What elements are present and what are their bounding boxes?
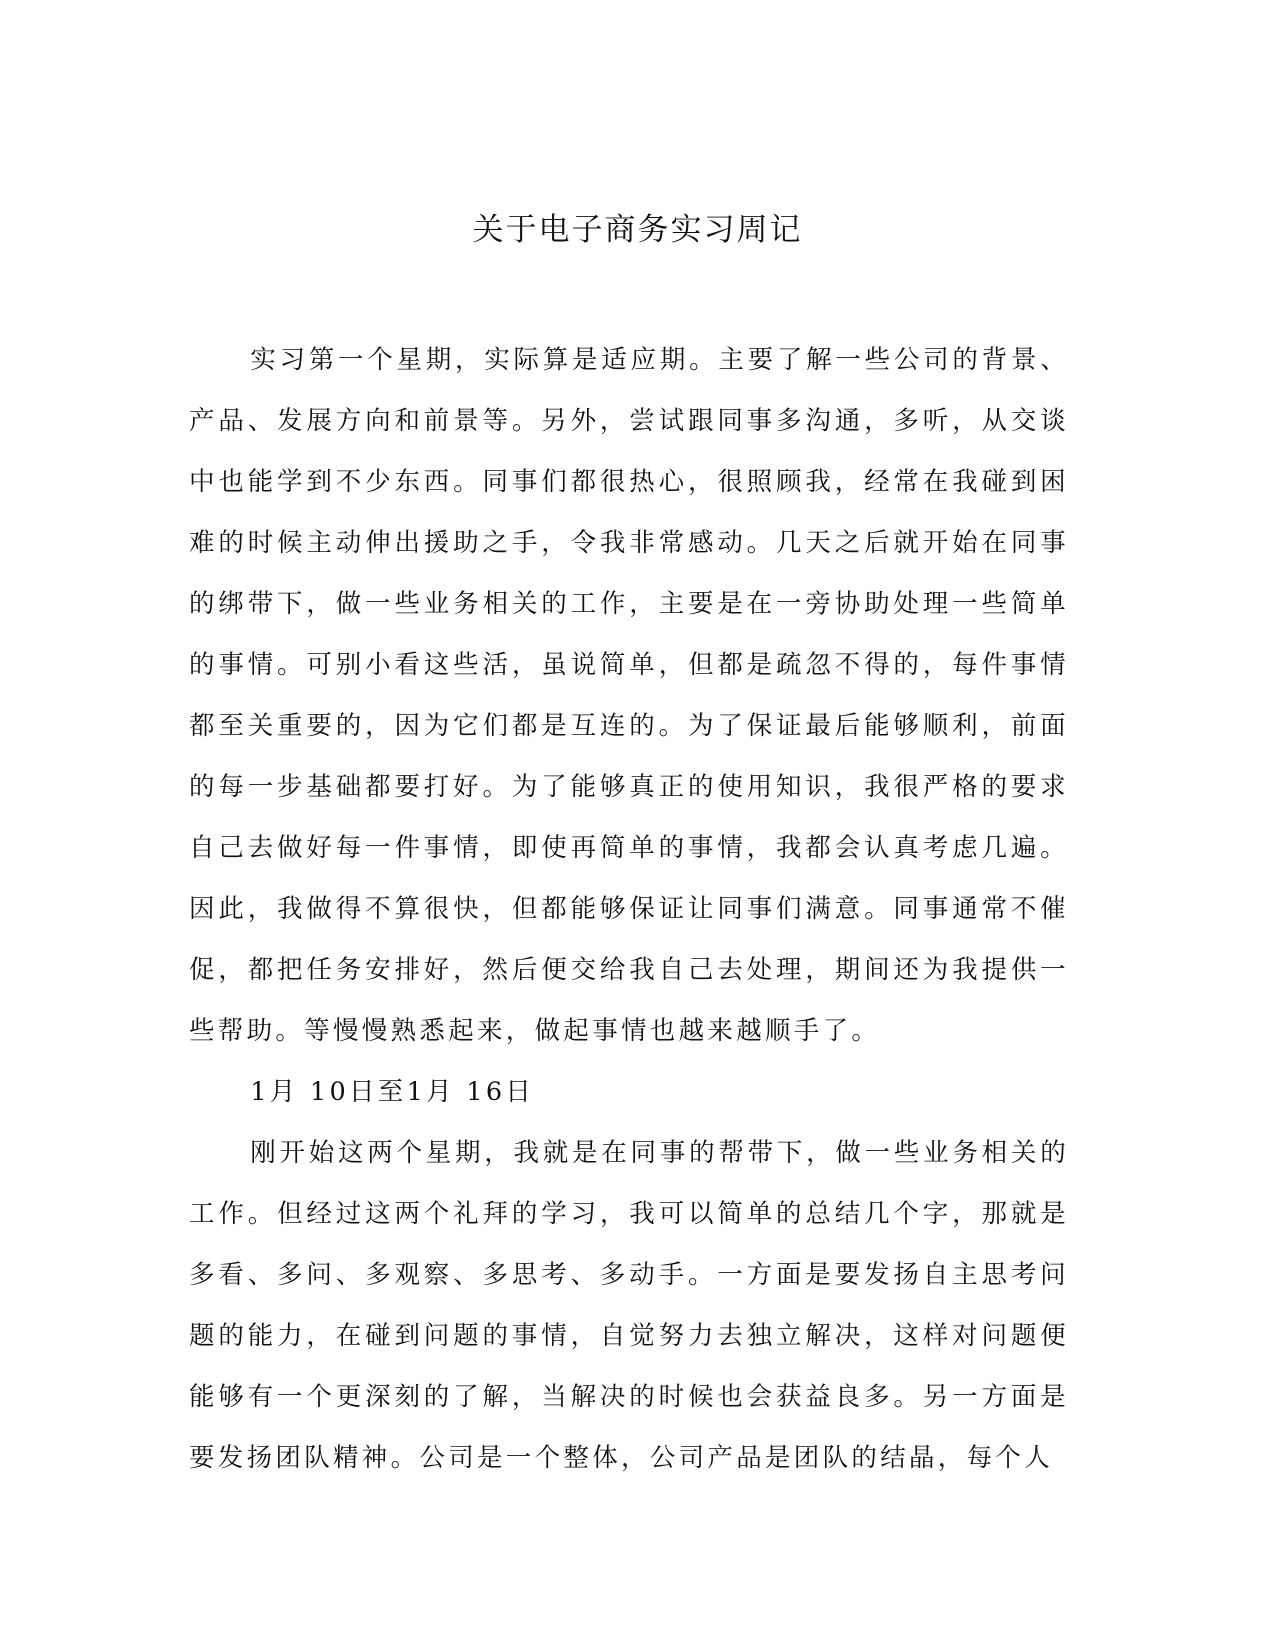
paragraph-weeks-two: 刚开始这两个星期，我就是在同事的帮带下，做一些业务相关的工作。但经过这两个礼拜的学习，我可以简单的总结几个字，那就是多看、多问、多观察、多思考、多动手。一方面是要发扬自主思考问题的能力，在碰到问题的事情，自觉努力去独立解决，这样对问题便能够有一个更深刻的了解，当解决的时候也会获益良多。另一方面是要发扬团队精神。公司是一个整体，公司产品是团队的结晶，每个人: [189, 1138, 1069, 1473]
date-range-heading: 1月 10日至1月 16日: [250, 1077, 535, 1107]
page-title: 关于电子商务实习周记: [472, 212, 803, 248]
document-body: [189, 330, 1069, 1489]
paragraph-week-one: 实习第一个星期，实际算是适应期。主要了解一些公司的背景、产品、发展方向和前景等。另外，尝试跟同事多沟通，多听，从交谈中也能学到不少东西。同事们都很热心，很照顾我，经常在我碰到困难的时候主动伸出援助之手，令我非常感动。几天之后就开始在同事的绑带下，做一些业务相关的工作，主要是在一旁协助处理一些简单的事情。可别小看这些活，虽说简单，但都是疏忽不得的，每件事情都至关重要的，因为它们都是互连的。为了保证最后能够顺利，前面的每一步基础都要打好。为了能够真正的使用知识，我很严格的要求自己去做好每一件事情，即使再简单的事情，我都会认真考虑几遍。因此，我做得不算很快，但都能够保证让同事们满意。同事通常不催促，都把任务安排好，然后便交给我自己去处理，期间还为我提供一些帮助。等慢慢熟悉起来，做起事情也越来越顺手了。: [189, 345, 1069, 1046]
